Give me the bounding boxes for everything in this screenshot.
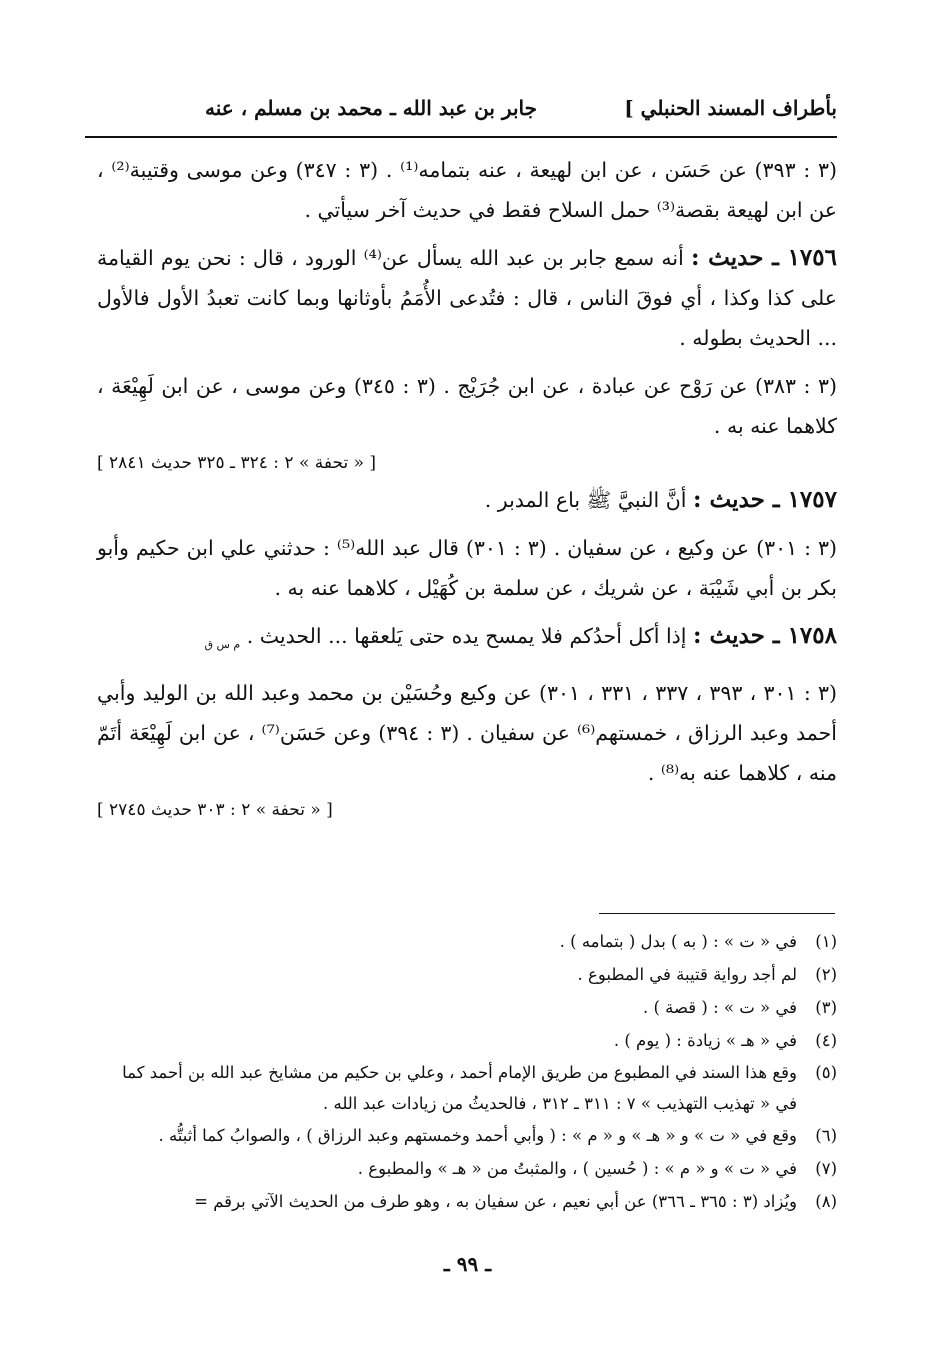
header-rule <box>85 136 837 138</box>
footnote-text: وقع هذا السند في المطبوع من طريق الإمام أحمد ، وعلي بن حكيم من مشايخ عبد الله بن أحمد كما في « تهذيب التهذيب » ٧ : ٣١١ ـ ٣١٢ ، فالحديثُ من زيادات عبد الله . <box>122 1063 797 1113</box>
hadith-1757 <box>97 480 837 520</box>
hadith-text-1758: إذا أكل أحدُكم فلا يمسح يده حتى يَلعقها ... الحديث . <box>246 624 687 648</box>
footnote-text: وقع في « ت » و « هـ » و « م » : ( وأبي أحمد وخمستهم وعبد الرزاق ) ، والصوابُ كما أثبتُّه . <box>158 1126 797 1145</box>
paragraph-2: (٣ : ٣٨٣) عن رَوْح عن عبادة ، عن ابن جُرَيْج . (٣ : ٣٤٥) وعن موسى ، عن ابن لَهِيْعَة ، كلاهما عنه به . <box>97 374 837 438</box>
page-number: ـ ٩٩ ـ <box>443 1252 492 1276</box>
footnote-rule <box>599 913 835 914</box>
paragraph-4: (٣ : ٣٠١ ، ٣٩٣ ، ٣٣٧ ، ٣٣١ ، ٣٠١) عن وكيع وحُسَيْن بن محمد وعبد الله بن الوليد وأبي أحمد وعبد الرزاق ، خمستهم⁽⁶⁾ عن سفيان . (٣ : ٣٩٤) وعن حَسَن⁽⁷⁾ ، عن ابن لَهِيْعَة أتَمّ منه ، كلاهما عنه به⁽⁸⁾ . <box>97 681 837 786</box>
footnote <box>97 1185 837 1218</box>
footnotes <box>97 925 837 1218</box>
paragraph-3: (٣ : ٣٠١) عن وكيع ، عن سفيان . (٣ : ٣٠١) قال عبد الله⁽⁵⁾ : حدثني علي ابن حكيم وأبو بكر بن أبي شَيْبَة ، عن شريك ، عن سلمة بن كُهَيْل ، كلاهما عنه به . <box>97 536 837 600</box>
hadith-number-1756: ١٧٥٦ ـ حديث : <box>690 244 837 271</box>
tuhfa-reference-2 <box>97 793 837 827</box>
footnote-number: (٤) <box>815 1031 837 1050</box>
running-header <box>85 96 837 128</box>
footnote <box>97 1024 837 1057</box>
paragraph-1: (٣ : ٣٩٣) عن حَسَن ، عن ابن لهيعة ، عنه بتمامه⁽¹⁾ . (٣ : ٣٤٧) وعن موسى وقتيبة⁽²⁾ ، عن ابن لهيعة بقصة⁽³⁾ حمل السلاح فقط في حديث آخر سيأتي . <box>97 158 837 222</box>
hadith-1758-sources: م س ق <box>204 638 241 652</box>
footnote-text: في « ت » و « م » : ( حُسين ) ، والمثبتُ من « هـ » والمطبوع . <box>357 1159 797 1178</box>
hadith-number-1758: ١٧٥٨ ـ حديث : <box>693 622 837 649</box>
footnote <box>97 925 837 958</box>
footnote-text: لم أجد رواية قتيبة في المطبوع . <box>577 965 797 984</box>
hadith-1758 <box>97 616 837 665</box>
footnote <box>97 1152 837 1185</box>
tuhfa-reference-1-text: [ « تحفة » ٢ : ٣٢٤ ـ ٣٢٥ حديث ٢٨٤١ ] <box>97 453 377 473</box>
hadith-text-1756: أنه سمع جابر بن عبد الله يسأل عن⁽⁴⁾ الورود ، قال : نحن يوم القيامة على كذا وكذا ، أي فوقَ الناس ، قال : فتُدعى الأُمَمُ بأوثانها وبما كانت تعبدُ الأول فالأول ... الحديث بطوله . <box>97 246 837 350</box>
footnote-number: (١) <box>815 932 837 951</box>
footnote-text: ويُزاد (٣ : ٣٦٥ ـ ٣٦٦) عن أبي نعيم ، عن سفيان به ، وهو طرف من الحديث الآتي برقم = <box>194 1192 797 1211</box>
footnote-number: (٢) <box>815 965 837 984</box>
footnote <box>97 1057 837 1119</box>
hadith-1756 <box>97 238 837 358</box>
footnote <box>97 1119 837 1152</box>
header-book-title: بأطراف المسند الحنبلي ] <box>624 96 837 120</box>
footnote <box>97 991 837 1024</box>
footnote-number: (٨) <box>815 1192 837 1211</box>
footnote-number: (٦) <box>815 1126 837 1145</box>
main-text <box>97 150 837 827</box>
footnote-number: (٥) <box>815 1063 837 1082</box>
footnote-number: (٣) <box>815 998 837 1017</box>
footnote-text: في « ت » : ( قصة ) . <box>642 998 797 1017</box>
footnote <box>97 958 837 991</box>
hadith-text-1757: أنَّ النبيَّ ﷺ باع المدبر . <box>484 488 687 512</box>
tuhfa-reference-2-text: [ « تحفة » ٢ : ٣٠٣ حديث ٢٧٤٥ ] <box>97 800 333 821</box>
header-section-title: جابر بن عبد الله ـ محمد بن مسلم ، عنه <box>205 96 537 120</box>
hadith-number-1757: ١٧٥٧ ـ حديث : <box>693 486 837 513</box>
footnote-text: في « ت » : ( به ) بدل ( بتمامه ) . <box>559 932 797 951</box>
tuhfa-reference-1 <box>97 446 837 480</box>
footnote-text: في « هـ » زيادة : ( يوم ) . <box>613 1031 797 1050</box>
footnote-number: (٧) <box>815 1159 837 1178</box>
